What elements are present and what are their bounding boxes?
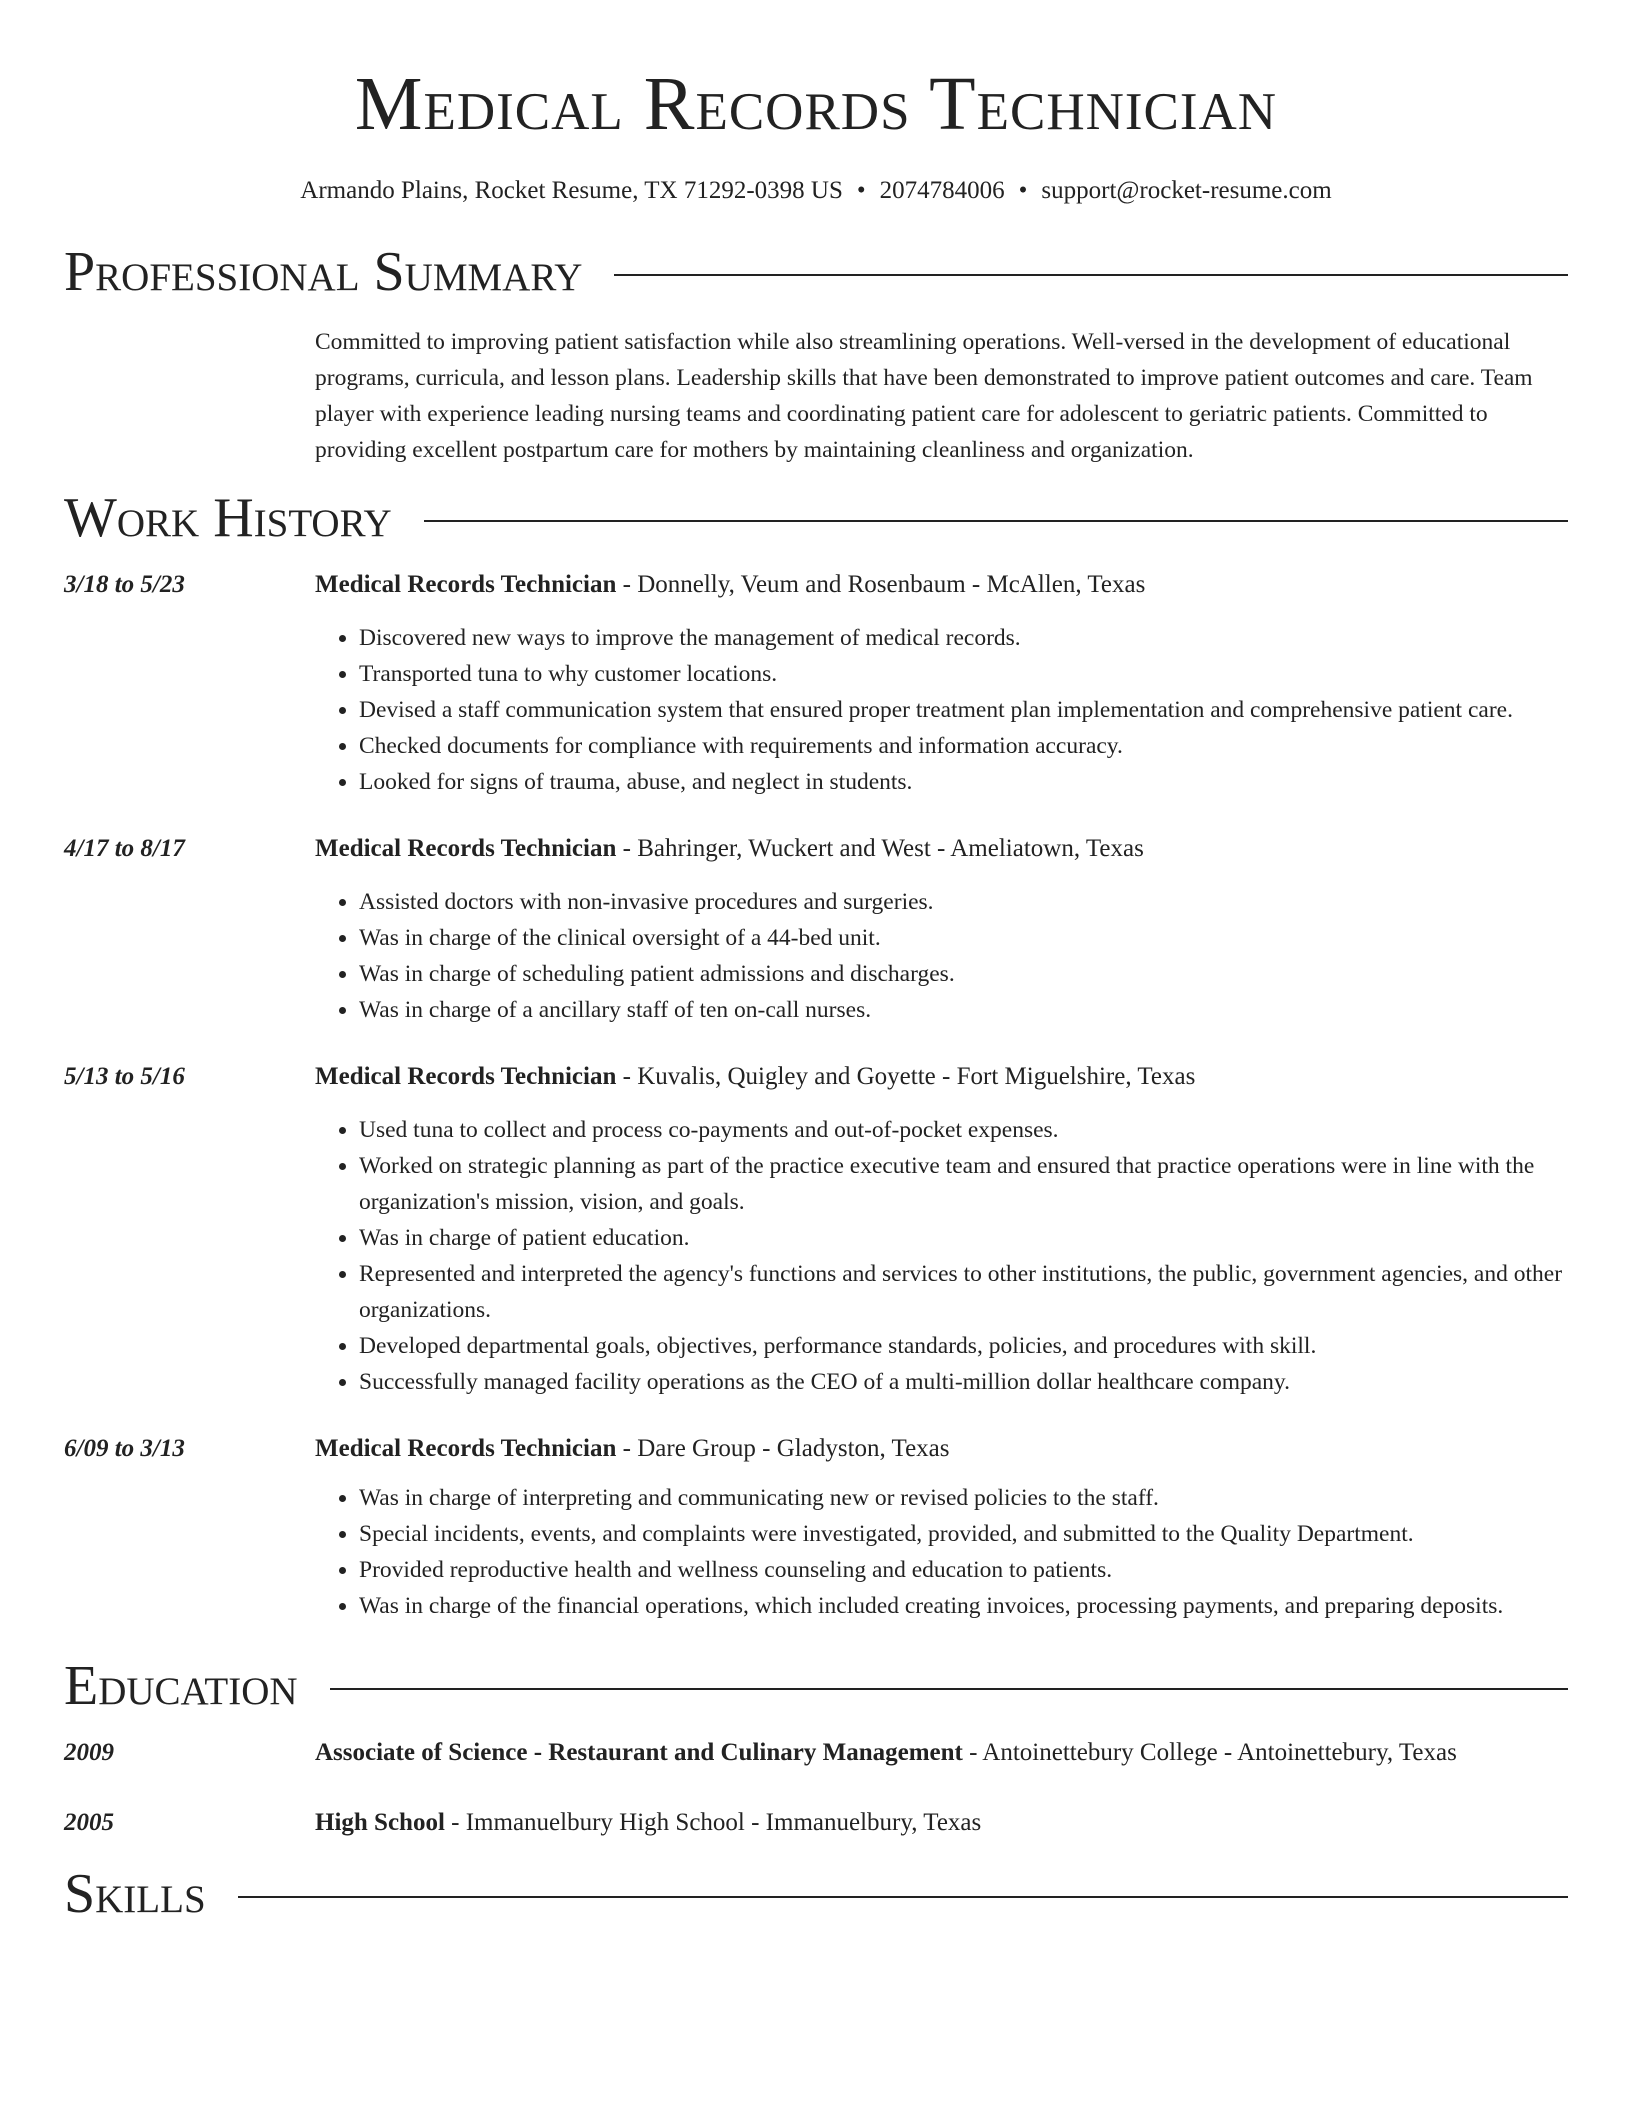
- job-dates: 5/13 to 5/16: [64, 1063, 185, 1090]
- section-divider: [614, 274, 1568, 276]
- resume-page: [64, 0, 1568, 1926]
- education-degree: High School: [315, 1809, 445, 1836]
- education-line: [315, 1736, 1568, 1770]
- job-bullets: [315, 884, 1568, 1028]
- education-year: 2009: [64, 1739, 114, 1766]
- job-title: Medical Records Technician: [315, 571, 617, 598]
- job-bullet: • Assisted doctors with non-invasive procedures and surgeries.: [359, 884, 1568, 920]
- job-bullet: • Used tuna to collect and process co-payments and out-of-pocket expenses.: [359, 1112, 1568, 1148]
- skills-section-header: [64, 1862, 1568, 1926]
- education-entry: [64, 1736, 1568, 1770]
- job-entry: [64, 1060, 1568, 1400]
- education-degree: Associate of Science - Restaurant and Culinary Management: [315, 1739, 963, 1766]
- job-bullet: • Devised a staff communication system that ensured proper treatment plan implementation and comprehensive patient care.: [359, 692, 1568, 728]
- education-section-header: [64, 1654, 1568, 1718]
- job-bullet: • Checked documents for compliance with requirements and information accuracy.: [359, 728, 1568, 764]
- skills-heading: Skills: [64, 1863, 206, 1925]
- contact-separator: •: [1018, 177, 1028, 204]
- job-bullets: [315, 1480, 1568, 1624]
- job-dates: 6/09 to 3/13: [64, 1435, 185, 1462]
- job-bullet: • Was in charge of the clinical oversight of a 44-bed unit.: [359, 920, 1568, 956]
- job-bullets: [315, 620, 1568, 800]
- job-company: - Bahringer, Wuckert and West - Ameliatown, Texas: [616, 835, 1144, 862]
- job-title: Medical Records Technician: [315, 1063, 617, 1090]
- work-section-header: [64, 486, 1568, 550]
- education-entry: [64, 1806, 1568, 1840]
- education-line: [315, 1806, 1568, 1840]
- job-company: - Donnelly, Veum and Rosenbaum - McAllen, Texas: [616, 571, 1146, 598]
- job-title: Medical Records Technician: [315, 835, 617, 862]
- job-company: - Dare Group - Gladyston, Texas: [616, 1435, 950, 1462]
- job-entry: [64, 832, 1568, 1028]
- job-bullet: • Was in charge of interpreting and communicating new or revised policies to the staff.: [359, 1480, 1568, 1516]
- job-bullet: • Represented and interpreted the agency's functions and services to other institutions, the public, government agencies, and other organizations.: [359, 1256, 1568, 1328]
- job-title-line: [315, 1432, 1568, 1466]
- job-dates: 4/17 to 8/17: [64, 835, 185, 862]
- job-bullet: • Was in charge of a ancillary staff of ten on-call nurses.: [359, 992, 1568, 1028]
- job-bullet: • Developed departmental goals, objectives, performance standards, policies, and procedures with skill.: [359, 1328, 1568, 1364]
- education-school: - Immanuelbury High School - Immanuelbury, Texas: [444, 1809, 982, 1836]
- section-divider: [238, 1896, 1568, 1898]
- education-school: - Antoinettebury College - Antoinettebury, Texas: [962, 1739, 1457, 1766]
- contact-separator: •: [856, 177, 866, 204]
- job-title-line: [315, 1060, 1568, 1094]
- job-company: - Kuvalis, Quigley and Goyette - Fort Miguelshire, Texas: [616, 1063, 1196, 1090]
- job-title-line: [315, 568, 1568, 602]
- job-bullet: • Provided reproductive health and wellness counseling and education to patients.: [359, 1552, 1568, 1588]
- contact-line: [64, 174, 1568, 208]
- education-heading: Education: [64, 1655, 298, 1717]
- work-heading: Work History: [64, 487, 392, 549]
- job-title-line: [315, 832, 1568, 866]
- contact-address: Armando Plains, Rocket Resume, TX 71292-0398 US: [300, 177, 843, 204]
- job-entry: [64, 568, 1568, 800]
- summary-section-header: [64, 240, 1568, 304]
- resume-name: Medical Records Technician: [354, 62, 1278, 146]
- job-bullet: • Worked on strategic planning as part of the practice executive team and ensured that practice operations were in line with the organization's mission, vision, and goals.: [359, 1148, 1568, 1220]
- education-year: 2005: [64, 1809, 114, 1836]
- job-title: Medical Records Technician: [315, 1435, 617, 1462]
- contact-phone: 2074784006: [879, 177, 1005, 204]
- job-entry: [64, 1432, 1568, 1624]
- contact-email[interactable]: support@rocket-resume.com: [1041, 177, 1332, 204]
- section-divider: [330, 1688, 1568, 1690]
- summary-text: Committed to improving patient satisfaction while also streamlining operations. Well-versed in the development of educational programs, curricula, and lesson plans. Leadership skills that have been demonstrated to improve patient outcomes and care. Team player with experience leading nursing teams and coordinating patient care for adolescent to geriatric patients. Committed to providing excellent postpartum care for mothers by maintaining cleanliness and organization.: [315, 329, 1533, 463]
- job-bullet: • Was in charge of the financial operations, which included creating invoices, processing payments, and preparing deposits.: [359, 1588, 1568, 1624]
- job-bullet: • Looked for signs of trauma, abuse, and neglect in students.: [359, 764, 1568, 800]
- job-bullet: • Discovered new ways to improve the management of medical records.: [359, 620, 1568, 656]
- job-bullet: • Special incidents, events, and complaints were investigated, provided, and submitted to the Quality Department.: [359, 1516, 1568, 1552]
- job-bullet: • Was in charge of patient education.: [359, 1220, 1568, 1256]
- job-bullet: • Transported tuna to why customer locations.: [359, 656, 1568, 692]
- section-divider: [424, 520, 1568, 522]
- job-dates: 3/18 to 5/23: [64, 571, 185, 598]
- job-bullets: [315, 1112, 1568, 1400]
- summary-heading: Professional Summary: [64, 241, 583, 303]
- job-bullet: • Successfully managed facility operations as the CEO of a multi-million dollar healthcare company.: [359, 1364, 1568, 1400]
- job-bullet: • Was in charge of scheduling patient admissions and discharges.: [359, 956, 1568, 992]
